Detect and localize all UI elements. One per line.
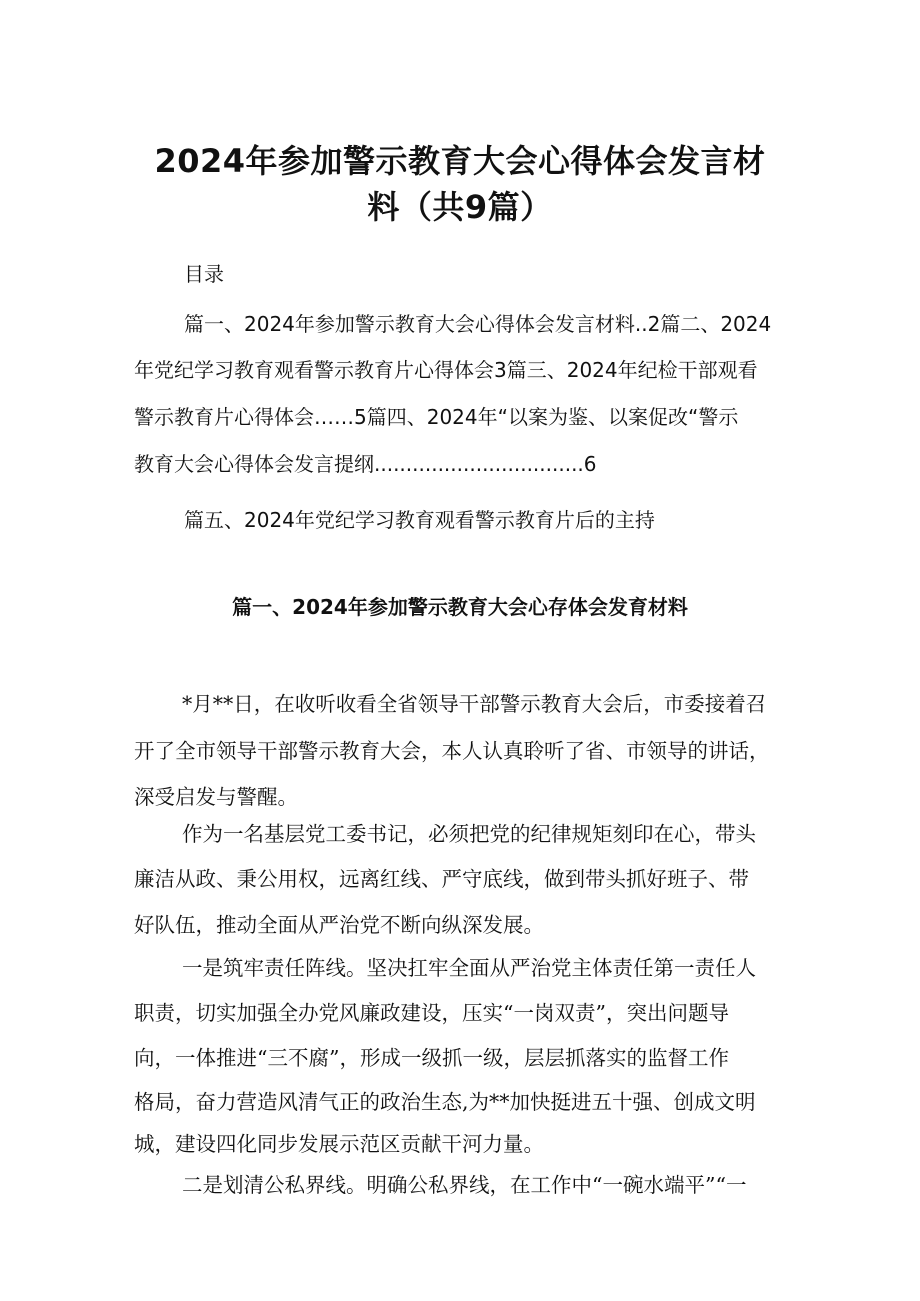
toc-line: 篇五、2024年党纪学习教育观看警示教育片后的主持 (184, 508, 655, 532)
body-line: 开了全市领导干部警示教育大会，本人认真聆听了省、市领导的讲话， (134, 739, 770, 763)
toc-line: 警示教育片心得体会……5篇四、2024年“以案为鉴、以案促改“警示 (134, 405, 739, 429)
toc-heading: 目录 (184, 262, 224, 286)
body-line: 好队伍，推动全面从严治党不断向纵深发展。 (134, 913, 544, 937)
body-line: 一是筑牢责任阵线。坚决扛牢全面从严治党主体责任第一责任人 (182, 956, 756, 980)
toc-line: 教育大会心得体会发言提纲.................................6 (134, 452, 597, 476)
toc-line: 年党纪学习教育观看警示教育片心得体会3篇三、2024年纪检干部观看 (134, 358, 758, 382)
section-heading: 篇一、2024年参加警示教育大会心存体会发育材料 (232, 595, 688, 619)
document-title-line-1: 2024年参加警示教育大会心得体会发言材 (154, 142, 766, 180)
body-line: 职责，切实加强全办党风廉政建设，压实“一岗双责”，突出问题导 (134, 1001, 729, 1025)
body-line: 廉洁从政、秉公用权，远离红线、严守底线，做到带头抓好班子、带 (134, 867, 749, 891)
toc-line: 篇一、2024年参加警示教育大会心得体会发言材料..2篇二、2024 (184, 312, 772, 336)
body-line: 城，建设四化同步发展示范区贡献干河力量。 (134, 1132, 544, 1156)
body-line: 向，一体推进“三不腐”，形成一级抓一级，层层抓落实的监督工作 (134, 1046, 729, 1070)
body-line: 作为一名基层党工委书记，必须把党的纪律规矩刻印在心，带头 (182, 822, 756, 846)
document-title-line-2: 料（共9篇） (367, 188, 553, 226)
body-line: 二是划清公私界线。明确公私界线，在工作中“一碗水端平”“一 (182, 1173, 747, 1197)
body-line: *月**日，在收听收看全省领导干部警示教育大会后，市委接着召 (182, 692, 767, 716)
body-line: 格局，奋力营造风清气正的政治生态,为**加快挺进五十强、创成文明 (134, 1090, 756, 1114)
body-line: 深受启发与警醒。 (134, 785, 298, 809)
